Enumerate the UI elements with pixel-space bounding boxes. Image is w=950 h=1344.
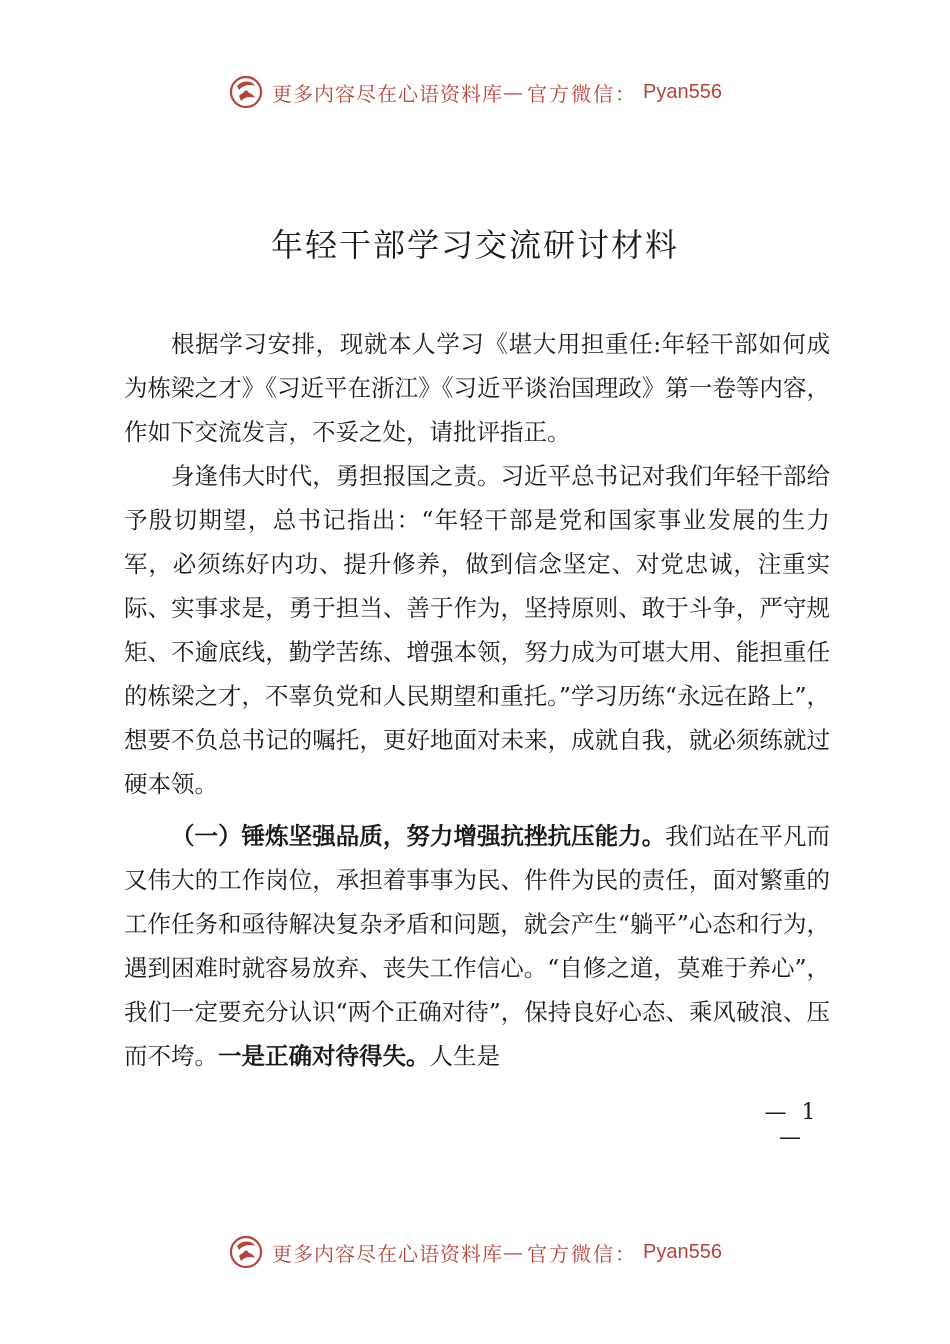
watermark-wechat-id: Pyan556 [643,1240,722,1263]
watermark-wechat-id: Pyan556 [643,80,722,103]
paragraph: 根据学习安排，现就本人学习《堪大用担重任:年轻干部如何成为栋梁之才》《习近平在浙江》《习近平谈治国理政》第一卷等内容，作如下交流发言，不妥之处，请批评指正。 [124,330,830,446]
watermark-separator: — [503,1240,524,1264]
watermark-separator: — [503,80,524,104]
brand-logo-icon [228,1234,264,1270]
watermark-wechat-label: 官方微信： [527,81,638,106]
watermark-header [0,72,950,112]
watermark-wechat-label: 官方微信： [527,1241,638,1266]
brand-logo-icon [228,74,264,110]
section-heading: （一）锤炼坚强品质，努力增强抗挫抗压能力。 [171,822,666,850]
watermark-text: 更多内容尽在心语资料库 [272,1241,504,1266]
point-heading: 一是正确对待得失。 [218,1042,430,1070]
paragraph: 身逢伟大时代，勇担报国之责。习近平总书记对我们年轻干部给予殷切期望，总书记指出：“年轻干部是党和国家事业发展的生力军，必须练好内功、提升修养，做到信念坚定、对党忠诚，注重实际、实事求是，勇于担当、善于作为，坚持原则、敢于斗争，严守规矩、不逾底线，勤学苦练、增强本领，努力成为可堪大用、能担重任的栋梁之才，不辜负党和人民期望和重托。”学习历练“永远在路上”，想要不负总书记的嘱托，更好地面对未来，成就自我，就必须练就过硬本领。 [124,462,830,798]
section-text-continued: 人生是 [429,1042,500,1070]
document-body [124,322,830,1078]
document-title: 年轻干部学习交流研讨材料 [270,226,679,264]
watermark-text: 更多内容尽在心语资料库 [272,81,504,106]
watermark-footer [0,1232,950,1272]
page-number: — 1 — [764,1100,820,1150]
section-paragraph [124,814,830,1078]
section-text: 我们站在平凡而又伟大的工作岗位，承担着事事为民、件件为民的责任，面对繁重的工作任务和亟待解决复杂矛盾和问题，就会产生“躺平”心态和行为，遇到困难时就容易放弃、丧失工作信心。“自修之道，莫难于养心”，我们一定要充分认识“两个正确对待”，保持良好心态、乘风破浪、压而不垮。 [124,822,831,1070]
